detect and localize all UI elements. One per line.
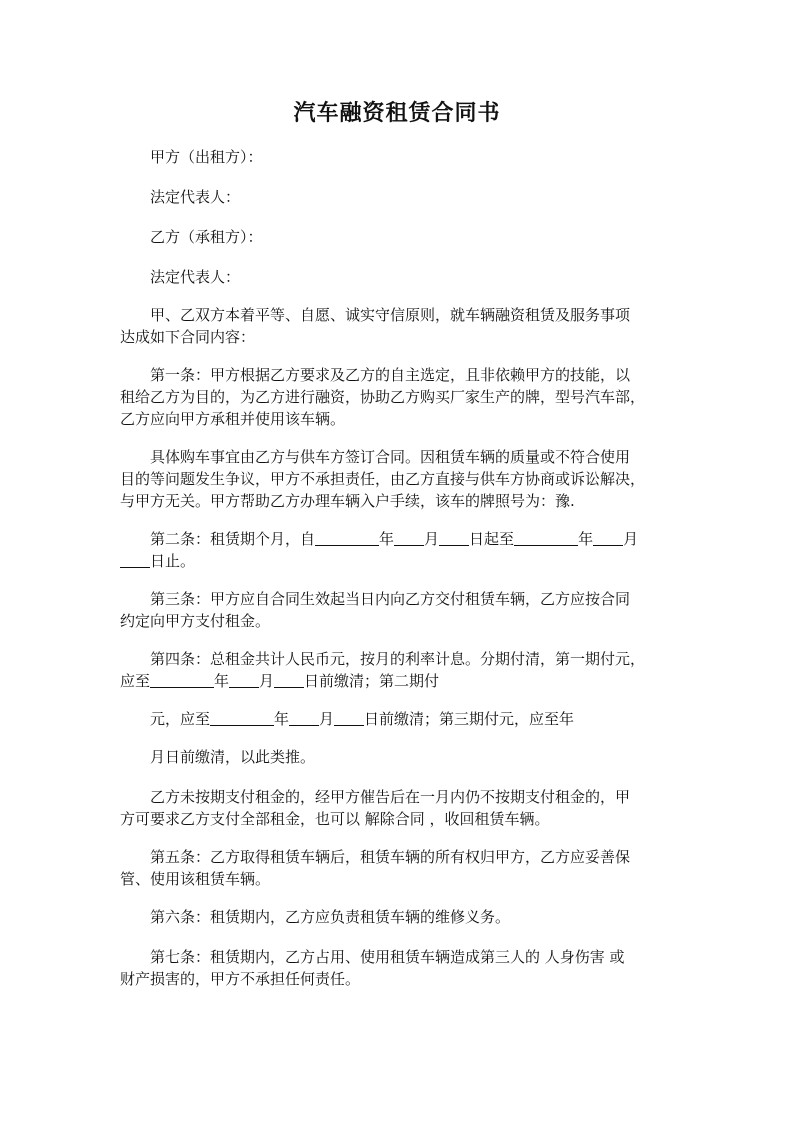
blank-field[interactable]: [439, 530, 469, 546]
art2-year-label: 年: [379, 530, 395, 548]
blank-field[interactable]: [289, 710, 319, 726]
art4-line-2: [120, 670, 680, 692]
art2-from-day: 日起至: [469, 530, 515, 548]
art4-l3-post: 日前缴清；第三期付元，应至年: [364, 710, 575, 728]
art2-prefix: 第二条：租赁期个月，自: [150, 530, 316, 548]
art2-year-label-2: 年: [578, 530, 594, 548]
art3-line-2: 约定向甲方支付租金。: [120, 612, 271, 630]
art6-line: 第六条：租赁期内，乙方应负责租赁车辆的维修义务。: [150, 908, 511, 926]
art7-line-2: 财产损害的，甲方不承担任何责任。: [120, 970, 361, 988]
blank-field[interactable]: [394, 530, 424, 546]
art4-line-4: 月日前缴清，以此类推。: [150, 748, 316, 766]
blank-field[interactable]: [229, 672, 259, 688]
blank-field[interactable]: [274, 672, 304, 688]
art4-year-label-2: 年: [274, 710, 290, 728]
art5-line-2: 管、使用该租赁车辆。: [120, 870, 271, 888]
intro-line-2: 达成如下合同内容：: [120, 328, 256, 346]
art1-line-3: 乙方应向甲方承租并使用该车辆。: [120, 410, 346, 428]
blank-field[interactable]: [315, 530, 379, 546]
art2-month-label: 月: [424, 530, 440, 548]
blank-field[interactable]: [593, 530, 623, 546]
art4-day-due: 日前缴清；第二期付: [304, 672, 440, 690]
art1-line-2: 租给乙方为目的，为乙方进行融资，协助乙方购买厂家生产的牌，型号汽车部，: [120, 388, 646, 406]
document-title: 汽车融资租赁合同书: [293, 100, 501, 126]
blank-field[interactable]: [150, 672, 214, 688]
art3-line-1: 第三条：甲方应自合同生效起当日内向乙方交付租赁车辆，乙方应按合同: [150, 590, 631, 608]
default-line-1: 乙方未按期支付租金的，经甲方催告后在一月内仍不按期支付租金的，甲: [150, 788, 631, 806]
art4-month-label: 月: [259, 672, 275, 690]
legal-rep-b: 法定代表人：: [150, 268, 241, 286]
art4-l3-pre: 元，应至: [150, 710, 211, 728]
art1-line-1: 第一条：甲方根据乙方要求及乙方的自主选定，且非依赖甲方的技能，以: [150, 366, 631, 384]
legal-rep-a: 法定代表人：: [150, 188, 241, 206]
art2-line-2: [120, 550, 680, 572]
party-a: 甲方（出租方）：: [150, 148, 263, 166]
art4-line-1: 第四条：总租金共计人民币元，按月的利率计息。分期付清，第一期付元，: [150, 650, 646, 668]
art4-line-3: [150, 708, 710, 730]
blank-field[interactable]: [514, 530, 578, 546]
blank-field[interactable]: [120, 552, 150, 568]
purchase-line-1: 具体购车事宜由乙方与供车方签订合同。因租赁车辆的质量或不符合使用: [150, 448, 631, 466]
purchase-line-3: 与甲方无关。甲方帮助乙方办理车辆入户手续，该车的牌照号为：豫.: [120, 492, 575, 510]
art2-month-label-2: 月: [623, 530, 639, 548]
art5-line-1: 第五条：乙方取得租赁车辆后，租赁车辆的所有权归甲方，乙方应妥善保: [150, 848, 631, 866]
blank-field[interactable]: [334, 710, 364, 726]
art2-end-day: 日止。: [150, 552, 196, 570]
art4-year-label: 年: [214, 672, 230, 690]
party-b: 乙方（承租方）：: [150, 228, 263, 246]
intro-line-1: 甲、乙双方本着平等、自愿、诚实守信原则，就车辆融资租赁及服务事项: [150, 306, 631, 324]
art4-month-label-2: 月: [319, 710, 335, 728]
purchase-line-2: 目的等问题发生争议，甲方不承担责任，由乙方直接与供车方协商或诉讼解决，: [120, 470, 646, 488]
art4-pre: 应至: [120, 672, 151, 690]
default-line-2: 方可要求乙方支付全部租金，也可以 解除合同 ，收回租赁车辆。: [120, 810, 550, 828]
art7-line-1: 第七条：租赁期内，乙方占用、使用租赁车辆造成第三人的 人身伤害 或: [150, 948, 625, 966]
art2-line-1: [150, 528, 710, 550]
blank-field[interactable]: [210, 710, 274, 726]
